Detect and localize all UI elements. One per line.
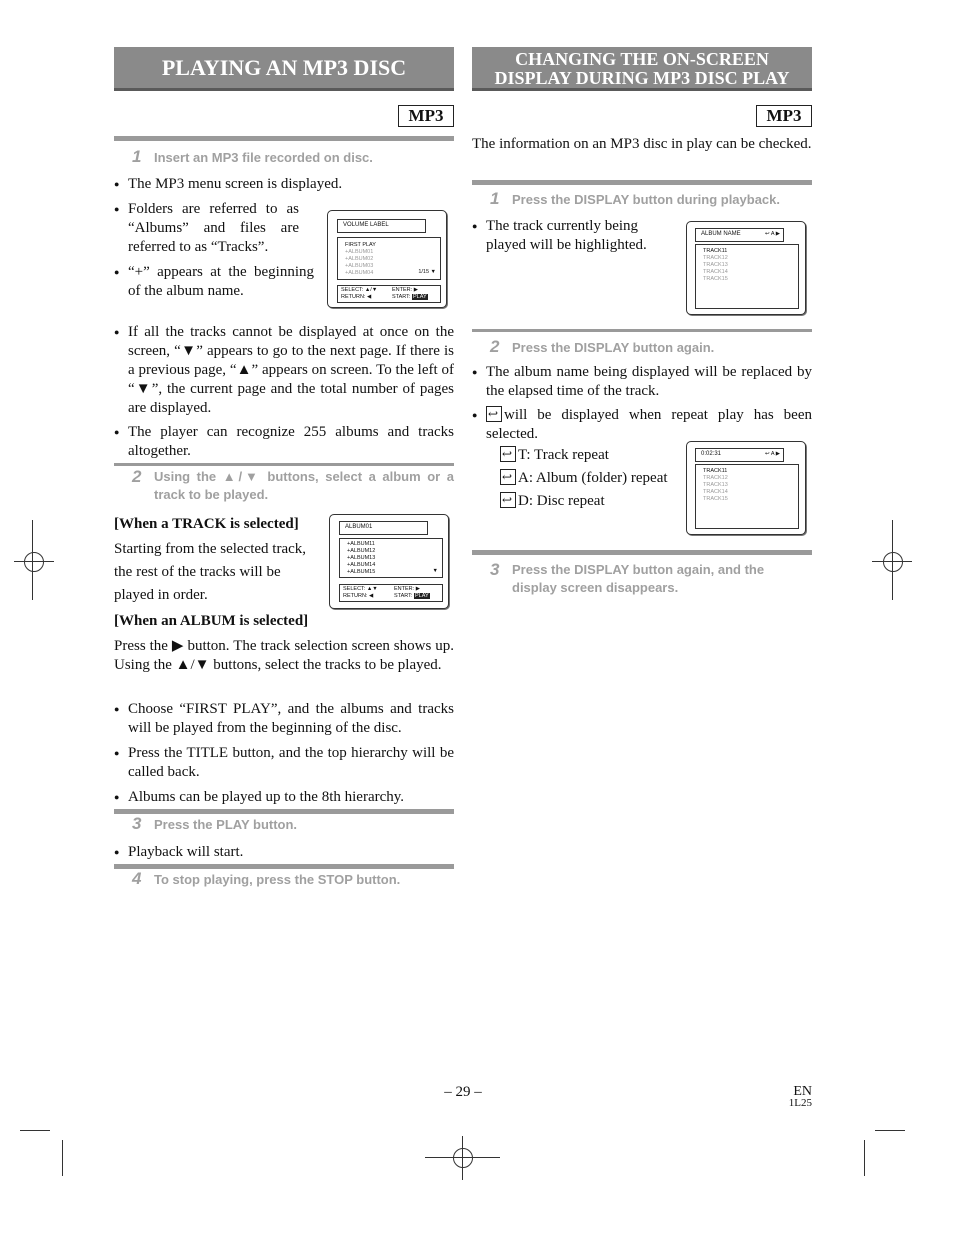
up-down-icon: ▲/▼ <box>364 287 378 293</box>
elapsed-time-box <box>695 448 784 462</box>
up-down-icon: ▲▼ <box>366 586 378 592</box>
return-label: RETURN: <box>343 593 368 599</box>
list-item: +ALBUM02 <box>345 256 374 262</box>
repeat-mode <box>765 231 780 238</box>
step-text: Using the ▲/▼ buttons, select a album or a track to be played. <box>154 469 454 502</box>
crop-line <box>462 1136 463 1180</box>
crop-line <box>32 520 33 600</box>
list-item: TRACK11 <box>703 468 728 474</box>
step-1 <box>490 190 812 209</box>
elapsed-time-label: 0:02:31 <box>701 451 722 457</box>
bullet: ● The player can recognize 255 albums and tracks altogether. <box>114 423 454 461</box>
repeat-mode <box>765 451 780 458</box>
bullet: ● Playback will start. <box>114 843 454 862</box>
list-item: TRACK15 <box>703 496 728 502</box>
list-item: TRACK13 <box>703 262 728 268</box>
repeat-mode-label: A ▶ <box>770 451 780 457</box>
list-item: +ALBUM04 <box>345 270 374 276</box>
repeat-desc: will be displayed when repeat play has been selected. <box>486 407 812 442</box>
track-list-box <box>695 464 799 529</box>
page-number: – 29 – <box>444 1084 482 1100</box>
album-label: ALBUM01 <box>345 524 373 530</box>
bullet: ● Choose “FIRST PLAY”, and the albums and tracks will be played from the beginning of the disc. <box>114 700 454 738</box>
list-item: TRACK12 <box>703 255 728 261</box>
repeat-album-label: A: Album (folder) repeat <box>518 470 668 486</box>
volume-label: VOLUME LABEL <box>343 222 389 228</box>
enter-label: ENTER: <box>394 586 415 592</box>
start-label: START: <box>394 593 413 599</box>
step-number: 2 <box>132 467 142 486</box>
elapsed-time-screen <box>686 441 806 535</box>
list-item: TRACK13 <box>703 482 728 488</box>
step-number: 4 <box>132 869 142 888</box>
repeat-track <box>500 446 680 465</box>
step-number: 1 <box>490 189 500 208</box>
list-item: TRACK15 <box>703 276 728 282</box>
album-selected-heading: [When an ALBUM is selected] <box>114 613 309 629</box>
list-item: TRACK14 <box>703 489 728 495</box>
model-code: 1L25 <box>788 1097 812 1109</box>
crop-line <box>864 1140 865 1176</box>
list-item: +ALBUM03 <box>345 263 374 269</box>
crop-line <box>20 1130 50 1131</box>
album-name-box <box>695 228 784 242</box>
list-item: TRACK11 <box>703 248 728 254</box>
right-banner-line-1: CHANGING THE ON-SCREEN <box>515 49 769 69</box>
control-legend <box>337 285 441 303</box>
play-label: PLAY <box>414 593 429 599</box>
intro-text: The information on an MP3 disc in play can be checked. <box>472 136 812 152</box>
left-arrow-icon: ◀ <box>366 294 372 300</box>
rule <box>472 550 812 555</box>
volume-label-box <box>337 219 426 233</box>
bullet: ● “+” appears at the beginning of the album name. <box>114 263 314 301</box>
crop-line <box>62 1140 63 1176</box>
list-item: +ALBUM12 <box>347 548 376 554</box>
repeat-icon: ↩ <box>765 231 770 237</box>
step-number: 3 <box>132 814 142 833</box>
repeat-icon <box>500 446 516 462</box>
track-list-box <box>695 244 799 309</box>
list-item: +ALBUM01 <box>345 249 374 255</box>
list-item: +ALBUM13 <box>347 555 376 561</box>
right-arrow-icon: ▶ <box>413 287 418 293</box>
right-arrow-icon: ▶ <box>415 586 420 592</box>
album-list-box <box>337 237 441 280</box>
mp3-menu-screen <box>327 210 447 308</box>
track-display-screen <box>686 221 806 315</box>
track-selected-body: Starting from the selected track, the rest of the tracks will be played in order. <box>114 541 307 603</box>
crop-line <box>875 1130 905 1131</box>
select-label: SELECT: <box>343 586 366 592</box>
left-banner: PLAYING AN MP3 DISC <box>114 47 454 91</box>
rule <box>114 864 454 869</box>
repeat-mode-label: A ▶ <box>770 231 780 237</box>
registration-mark <box>24 552 44 572</box>
control-legend <box>339 584 443 602</box>
album-screen <box>329 514 449 609</box>
rule <box>114 809 454 814</box>
album-label-box <box>339 521 428 535</box>
left-arrow-icon: ◀ <box>368 593 374 599</box>
bullet: ● The album name being displayed will be replaced by the elapsed time of the track. <box>472 363 812 401</box>
rule <box>114 463 454 466</box>
step-number: 1 <box>132 147 142 166</box>
registration-mark <box>453 1148 473 1168</box>
page-indicator: 1/15 ▼ <box>418 269 436 275</box>
repeat-album <box>500 469 680 488</box>
start-label: START: <box>392 294 411 300</box>
list-item: TRACK14 <box>703 269 728 275</box>
select-label: SELECT: <box>341 287 364 293</box>
bullet: ● Albums can be played up to the 8th hierarchy. <box>114 788 454 807</box>
list-item: FIRST PLAY <box>345 242 376 248</box>
repeat-icon: ↩ <box>765 451 770 457</box>
step-text: Insert an MP3 file recorded on disc. <box>154 150 373 165</box>
crop-line <box>425 1157 500 1158</box>
play-label: PLAY <box>412 294 427 300</box>
rule <box>472 329 812 332</box>
enter-label: ENTER: <box>392 287 413 293</box>
step-number: 3 <box>490 560 500 579</box>
repeat-disc-label: D: Disc repeat <box>518 493 605 509</box>
bullet: ● Folders are referred to as “Albums” and files are referred to as “Tracks”. <box>114 200 299 257</box>
step-3 <box>132 815 454 834</box>
bullet <box>472 406 812 444</box>
return-label: RETURN: <box>341 294 366 300</box>
step-text: Press the DISPLAY button during playback. <box>512 192 781 207</box>
step-2 <box>132 468 454 504</box>
step-text: Press the PLAY button. <box>154 817 298 832</box>
mp3-tag-right: MP3 <box>756 105 812 127</box>
step-1 <box>132 148 454 167</box>
list-item: TRACK12 <box>703 475 728 481</box>
list-item: +ALBUM15 <box>347 569 376 575</box>
repeat-icon <box>486 406 502 422</box>
rule <box>114 136 454 141</box>
crop-line <box>892 520 893 600</box>
bullet: ● The track currently being played will be highlighted. <box>472 217 672 255</box>
repeat-icon <box>500 492 516 508</box>
bullet: ● The MP3 menu screen is displayed. <box>114 175 454 194</box>
down-arrow-icon: ▼ <box>432 568 438 574</box>
registration-mark <box>883 552 903 572</box>
repeat-icon <box>500 469 516 485</box>
step-text: To stop playing, press the STOP button. <box>154 872 401 887</box>
step-text: Press the DISPLAY button again, and the display screen disappears. <box>512 562 765 595</box>
step-3 <box>490 561 812 597</box>
mp3-tag-left: MP3 <box>398 105 454 127</box>
step-number: 2 <box>490 337 500 356</box>
language-code: EN <box>793 1084 812 1099</box>
right-banner <box>472 47 812 91</box>
repeat-disc <box>500 492 680 511</box>
crop-line <box>872 561 912 562</box>
right-banner-line-2: DISPLAY DURING MP3 DISC PLAY <box>494 68 790 88</box>
step-2 <box>490 338 812 357</box>
step-4 <box>132 870 454 889</box>
album-list-box <box>339 538 443 578</box>
rule <box>472 180 812 185</box>
step-text: Press the DISPLAY button again. <box>512 340 715 355</box>
repeat-track-label: T: Track repeat <box>518 447 609 463</box>
list-item: +ALBUM11 <box>347 541 375 547</box>
list-item: +ALBUM14 <box>347 562 376 568</box>
crop-line <box>14 561 54 562</box>
album-selected-body: Press the ▶ button. The track selection screen shows up. Using the ▲/▼ buttons, select the tracks to be played. <box>114 638 454 673</box>
bullet: ● If all the tracks cannot be displayed at once on the screen, “▼” appears to go to the next page. If there is a previous page, “▲” appears on screen. To the left of “▼”, the current page and the total number of pages are displayed. <box>114 323 454 418</box>
track-selected-heading: [When a TRACK is selected] <box>114 516 299 532</box>
album-name-label: ALBUM NAME <box>701 231 741 237</box>
bullet: ● Press the TITLE button, and the top hierarchy will be called back. <box>114 744 454 782</box>
